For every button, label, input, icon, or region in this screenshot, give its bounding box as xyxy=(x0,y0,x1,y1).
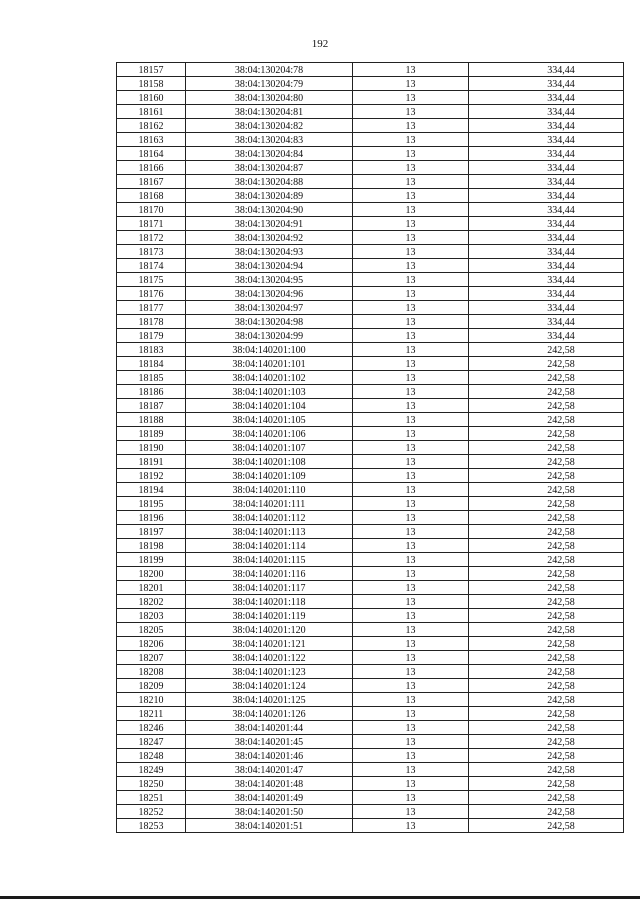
cadastral-number-cell: 38:04:130204:89 xyxy=(186,189,353,203)
table-row xyxy=(117,273,624,287)
table-row xyxy=(117,595,624,609)
value-cell: 242,58 xyxy=(469,385,624,399)
cadastral-number-cell: 38:04:130204:91 xyxy=(186,217,353,231)
row-number-cell: 18177 xyxy=(117,301,186,315)
table-row xyxy=(117,329,624,343)
value-cell: 334,44 xyxy=(469,329,624,343)
row-number-cell: 18200 xyxy=(117,567,186,581)
cadastral-number-cell: 38:04:140201:48 xyxy=(186,777,353,791)
row-number-cell: 18252 xyxy=(117,805,186,819)
cadastral-number-cell: 38:04:140201:121 xyxy=(186,637,353,651)
cadastral-number-cell: 38:04:140201:122 xyxy=(186,651,353,665)
value-cell: 334,44 xyxy=(469,175,624,189)
zone-cell: 13 xyxy=(353,469,469,483)
value-cell: 242,58 xyxy=(469,749,624,763)
row-number-cell: 18184 xyxy=(117,357,186,371)
row-number-cell: 18172 xyxy=(117,231,186,245)
zone-cell: 13 xyxy=(353,133,469,147)
row-number-cell: 18246 xyxy=(117,721,186,735)
table-row xyxy=(117,777,624,791)
table-row xyxy=(117,819,624,833)
cadastral-number-cell: 38:04:140201:118 xyxy=(186,595,353,609)
table-row xyxy=(117,623,624,637)
zone-cell: 13 xyxy=(353,343,469,357)
row-number-cell: 18157 xyxy=(117,63,186,77)
table-row xyxy=(117,735,624,749)
value-cell: 242,58 xyxy=(469,637,624,651)
zone-cell: 13 xyxy=(353,119,469,133)
value-cell: 334,44 xyxy=(469,245,624,259)
zone-cell: 13 xyxy=(353,217,469,231)
zone-cell: 13 xyxy=(353,609,469,623)
value-cell: 334,44 xyxy=(469,77,624,91)
zone-cell: 13 xyxy=(353,413,469,427)
table-row xyxy=(117,175,624,189)
table-body xyxy=(117,63,624,833)
value-cell: 334,44 xyxy=(469,217,624,231)
zone-cell: 13 xyxy=(353,189,469,203)
cadastral-number-cell: 38:04:130204:92 xyxy=(186,231,353,245)
value-cell: 242,58 xyxy=(469,679,624,693)
value-cell: 242,58 xyxy=(469,441,624,455)
row-number-cell: 18168 xyxy=(117,189,186,203)
table-row xyxy=(117,511,624,525)
zone-cell: 13 xyxy=(353,63,469,77)
row-number-cell: 18209 xyxy=(117,679,186,693)
cadastral-number-cell: 38:04:140201:117 xyxy=(186,581,353,595)
row-number-cell: 18162 xyxy=(117,119,186,133)
zone-cell: 13 xyxy=(353,231,469,245)
table-row xyxy=(117,497,624,511)
table-row xyxy=(117,259,624,273)
value-cell: 242,58 xyxy=(469,343,624,357)
row-number-cell: 18206 xyxy=(117,637,186,651)
zone-cell: 13 xyxy=(353,553,469,567)
zone-cell: 13 xyxy=(353,77,469,91)
row-number-cell: 18196 xyxy=(117,511,186,525)
table-row xyxy=(117,763,624,777)
zone-cell: 13 xyxy=(353,371,469,385)
value-cell: 334,44 xyxy=(469,63,624,77)
table-row xyxy=(117,413,624,427)
row-number-cell: 18161 xyxy=(117,105,186,119)
zone-cell: 13 xyxy=(353,763,469,777)
cadastral-number-cell: 38:04:130204:78 xyxy=(186,63,353,77)
table-row xyxy=(117,637,624,651)
table-row xyxy=(117,217,624,231)
row-number-cell: 18194 xyxy=(117,483,186,497)
zone-cell: 13 xyxy=(353,329,469,343)
zone-cell: 13 xyxy=(353,665,469,679)
row-number-cell: 18158 xyxy=(117,77,186,91)
zone-cell: 13 xyxy=(353,595,469,609)
table-row xyxy=(117,609,624,623)
cadastral-number-cell: 38:04:140201:119 xyxy=(186,609,353,623)
cadastral-number-cell: 38:04:140201:107 xyxy=(186,441,353,455)
value-cell: 242,58 xyxy=(469,609,624,623)
table-row xyxy=(117,693,624,707)
cadastral-number-cell: 38:04:130204:88 xyxy=(186,175,353,189)
registry-table xyxy=(116,62,624,833)
zone-cell: 13 xyxy=(353,791,469,805)
row-number-cell: 18183 xyxy=(117,343,186,357)
zone-cell: 13 xyxy=(353,245,469,259)
cadastral-number-cell: 38:04:130204:93 xyxy=(186,245,353,259)
value-cell: 334,44 xyxy=(469,315,624,329)
table-row xyxy=(117,245,624,259)
value-cell: 334,44 xyxy=(469,287,624,301)
table-row xyxy=(117,91,624,105)
row-number-cell: 18210 xyxy=(117,693,186,707)
row-number-cell: 18185 xyxy=(117,371,186,385)
row-number-cell: 18201 xyxy=(117,581,186,595)
table-row xyxy=(117,483,624,497)
table-row xyxy=(117,301,624,315)
row-number-cell: 18197 xyxy=(117,525,186,539)
zone-cell: 13 xyxy=(353,721,469,735)
cadastral-number-cell: 38:04:140201:126 xyxy=(186,707,353,721)
cadastral-number-cell: 38:04:140201:45 xyxy=(186,735,353,749)
value-cell: 242,58 xyxy=(469,665,624,679)
row-number-cell: 18207 xyxy=(117,651,186,665)
value-cell: 242,58 xyxy=(469,413,624,427)
value-cell: 334,44 xyxy=(469,161,624,175)
table-row xyxy=(117,77,624,91)
cadastral-number-cell: 38:04:140201:123 xyxy=(186,665,353,679)
row-number-cell: 18192 xyxy=(117,469,186,483)
cadastral-number-cell: 38:04:140201:116 xyxy=(186,567,353,581)
zone-cell: 13 xyxy=(353,777,469,791)
row-number-cell: 18187 xyxy=(117,399,186,413)
cadastral-number-cell: 38:04:140201:49 xyxy=(186,791,353,805)
row-number-cell: 18199 xyxy=(117,553,186,567)
zone-cell: 13 xyxy=(353,581,469,595)
value-cell: 242,58 xyxy=(469,371,624,385)
table-row xyxy=(117,147,624,161)
table-row xyxy=(117,231,624,245)
row-number-cell: 18190 xyxy=(117,441,186,455)
row-number-cell: 18248 xyxy=(117,749,186,763)
value-cell: 334,44 xyxy=(469,147,624,161)
value-cell: 242,58 xyxy=(469,735,624,749)
zone-cell: 13 xyxy=(353,651,469,665)
table-row xyxy=(117,287,624,301)
cadastral-number-cell: 38:04:140201:110 xyxy=(186,483,353,497)
cadastral-number-cell: 38:04:140201:51 xyxy=(186,819,353,833)
value-cell: 334,44 xyxy=(469,133,624,147)
zone-cell: 13 xyxy=(353,287,469,301)
value-cell: 242,58 xyxy=(469,623,624,637)
zone-cell: 13 xyxy=(353,539,469,553)
cadastral-number-cell: 38:04:140201:112 xyxy=(186,511,353,525)
cadastral-number-cell: 38:04:130204:80 xyxy=(186,91,353,105)
cadastral-number-cell: 38:04:130204:97 xyxy=(186,301,353,315)
cadastral-number-cell: 38:04:130204:94 xyxy=(186,259,353,273)
table-row xyxy=(117,651,624,665)
row-number-cell: 18249 xyxy=(117,763,186,777)
zone-cell: 13 xyxy=(353,427,469,441)
table-row xyxy=(117,119,624,133)
row-number-cell: 18167 xyxy=(117,175,186,189)
cadastral-number-cell: 38:04:140201:111 xyxy=(186,497,353,511)
table-row xyxy=(117,315,624,329)
zone-cell: 13 xyxy=(353,567,469,581)
cadastral-number-cell: 38:04:140201:47 xyxy=(186,763,353,777)
cadastral-number-cell: 38:04:140201:104 xyxy=(186,399,353,413)
value-cell: 334,44 xyxy=(469,203,624,217)
row-number-cell: 18175 xyxy=(117,273,186,287)
zone-cell: 13 xyxy=(353,735,469,749)
row-number-cell: 18170 xyxy=(117,203,186,217)
cadastral-number-cell: 38:04:140201:50 xyxy=(186,805,353,819)
cadastral-number-cell: 38:04:140201:115 xyxy=(186,553,353,567)
row-number-cell: 18186 xyxy=(117,385,186,399)
table-row xyxy=(117,189,624,203)
value-cell: 334,44 xyxy=(469,105,624,119)
value-cell: 334,44 xyxy=(469,259,624,273)
table-row xyxy=(117,665,624,679)
table-row xyxy=(117,133,624,147)
zone-cell: 13 xyxy=(353,301,469,315)
row-number-cell: 18173 xyxy=(117,245,186,259)
zone-cell: 13 xyxy=(353,623,469,637)
row-number-cell: 18253 xyxy=(117,819,186,833)
table-row xyxy=(117,469,624,483)
value-cell: 334,44 xyxy=(469,273,624,287)
table-row xyxy=(117,539,624,553)
value-cell: 242,58 xyxy=(469,357,624,371)
value-cell: 242,58 xyxy=(469,553,624,567)
zone-cell: 13 xyxy=(353,819,469,833)
table-row xyxy=(117,427,624,441)
cadastral-number-cell: 38:04:130204:96 xyxy=(186,287,353,301)
value-cell: 242,58 xyxy=(469,819,624,833)
table-row xyxy=(117,581,624,595)
zone-cell: 13 xyxy=(353,693,469,707)
cadastral-number-cell: 38:04:130204:81 xyxy=(186,105,353,119)
page-number: 192 xyxy=(311,38,329,50)
cadastral-number-cell: 38:04:140201:44 xyxy=(186,721,353,735)
cadastral-number-cell: 38:04:130204:82 xyxy=(186,119,353,133)
value-cell: 334,44 xyxy=(469,231,624,245)
value-cell: 242,58 xyxy=(469,539,624,553)
row-number-cell: 18179 xyxy=(117,329,186,343)
zone-cell: 13 xyxy=(353,455,469,469)
table-row xyxy=(117,385,624,399)
value-cell: 242,58 xyxy=(469,525,624,539)
value-cell: 242,58 xyxy=(469,721,624,735)
value-cell: 242,58 xyxy=(469,581,624,595)
value-cell: 242,58 xyxy=(469,497,624,511)
zone-cell: 13 xyxy=(353,385,469,399)
cadastral-number-cell: 38:04:130204:99 xyxy=(186,329,353,343)
cadastral-number-cell: 38:04:130204:90 xyxy=(186,203,353,217)
row-number-cell: 18171 xyxy=(117,217,186,231)
value-cell: 242,58 xyxy=(469,455,624,469)
cadastral-number-cell: 38:04:140201:101 xyxy=(186,357,353,371)
cadastral-number-cell: 38:04:130204:87 xyxy=(186,161,353,175)
value-cell: 242,58 xyxy=(469,707,624,721)
zone-cell: 13 xyxy=(353,161,469,175)
zone-cell: 13 xyxy=(353,637,469,651)
value-cell: 242,58 xyxy=(469,511,624,525)
row-number-cell: 18163 xyxy=(117,133,186,147)
cadastral-number-cell: 38:04:130204:84 xyxy=(186,147,353,161)
table-row xyxy=(117,525,624,539)
row-number-cell: 18188 xyxy=(117,413,186,427)
row-number-cell: 18160 xyxy=(117,91,186,105)
table-row xyxy=(117,203,624,217)
row-number-cell: 18195 xyxy=(117,497,186,511)
table-row xyxy=(117,357,624,371)
zone-cell: 13 xyxy=(353,147,469,161)
zone-cell: 13 xyxy=(353,483,469,497)
value-cell: 242,58 xyxy=(469,483,624,497)
cadastral-number-cell: 38:04:140201:105 xyxy=(186,413,353,427)
zone-cell: 13 xyxy=(353,679,469,693)
row-number-cell: 18202 xyxy=(117,595,186,609)
table-row xyxy=(117,749,624,763)
table-row xyxy=(117,371,624,385)
zone-cell: 13 xyxy=(353,259,469,273)
table-row xyxy=(117,679,624,693)
row-number-cell: 18251 xyxy=(117,791,186,805)
zone-cell: 13 xyxy=(353,273,469,287)
value-cell: 242,58 xyxy=(469,427,624,441)
value-cell: 334,44 xyxy=(469,119,624,133)
row-number-cell: 18203 xyxy=(117,609,186,623)
zone-cell: 13 xyxy=(353,805,469,819)
table-row xyxy=(117,721,624,735)
cadastral-number-cell: 38:04:140201:120 xyxy=(186,623,353,637)
zone-cell: 13 xyxy=(353,441,469,455)
value-cell: 242,58 xyxy=(469,791,624,805)
value-cell: 242,58 xyxy=(469,763,624,777)
value-cell: 242,58 xyxy=(469,777,624,791)
value-cell: 242,58 xyxy=(469,469,624,483)
value-cell: 334,44 xyxy=(469,301,624,315)
cadastral-number-cell: 38:04:130204:98 xyxy=(186,315,353,329)
row-number-cell: 18247 xyxy=(117,735,186,749)
zone-cell: 13 xyxy=(353,203,469,217)
value-cell: 242,58 xyxy=(469,399,624,413)
scan-bottom-edge xyxy=(0,896,640,899)
zone-cell: 13 xyxy=(353,707,469,721)
table-row xyxy=(117,791,624,805)
value-cell: 334,44 xyxy=(469,91,624,105)
value-cell: 242,58 xyxy=(469,805,624,819)
cadastral-number-cell: 38:04:130204:95 xyxy=(186,273,353,287)
value-cell: 242,58 xyxy=(469,693,624,707)
cadastral-number-cell: 38:04:140201:109 xyxy=(186,469,353,483)
table-row xyxy=(117,553,624,567)
cadastral-number-cell: 38:04:130204:79 xyxy=(186,77,353,91)
row-number-cell: 18189 xyxy=(117,427,186,441)
cadastral-number-cell: 38:04:140201:100 xyxy=(186,343,353,357)
cadastral-number-cell: 38:04:140201:113 xyxy=(186,525,353,539)
row-number-cell: 18164 xyxy=(117,147,186,161)
cadastral-number-cell: 38:04:140201:114 xyxy=(186,539,353,553)
value-cell: 242,58 xyxy=(469,567,624,581)
value-cell: 242,58 xyxy=(469,651,624,665)
table-row xyxy=(117,105,624,119)
table-row xyxy=(117,161,624,175)
row-number-cell: 18174 xyxy=(117,259,186,273)
value-cell: 334,44 xyxy=(469,189,624,203)
cadastral-number-cell: 38:04:140201:103 xyxy=(186,385,353,399)
value-cell: 242,58 xyxy=(469,595,624,609)
row-number-cell: 18166 xyxy=(117,161,186,175)
cadastral-number-cell: 38:04:130204:83 xyxy=(186,133,353,147)
cadastral-number-cell: 38:04:140201:106 xyxy=(186,427,353,441)
cadastral-number-cell: 38:04:140201:46 xyxy=(186,749,353,763)
cadastral-number-cell: 38:04:140201:124 xyxy=(186,679,353,693)
zone-cell: 13 xyxy=(353,91,469,105)
table-row xyxy=(117,399,624,413)
table-row xyxy=(117,567,624,581)
table-row xyxy=(117,455,624,469)
zone-cell: 13 xyxy=(353,497,469,511)
zone-cell: 13 xyxy=(353,105,469,119)
row-number-cell: 18205 xyxy=(117,623,186,637)
row-number-cell: 18191 xyxy=(117,455,186,469)
table-row xyxy=(117,707,624,721)
table-row xyxy=(117,441,624,455)
table-row xyxy=(117,805,624,819)
zone-cell: 13 xyxy=(353,525,469,539)
table-row xyxy=(117,63,624,77)
row-number-cell: 18250 xyxy=(117,777,186,791)
cadastral-number-cell: 38:04:140201:108 xyxy=(186,455,353,469)
table-row xyxy=(117,343,624,357)
zone-cell: 13 xyxy=(353,749,469,763)
cadastral-number-cell: 38:04:140201:125 xyxy=(186,693,353,707)
zone-cell: 13 xyxy=(353,357,469,371)
zone-cell: 13 xyxy=(353,399,469,413)
zone-cell: 13 xyxy=(353,315,469,329)
zone-cell: 13 xyxy=(353,511,469,525)
row-number-cell: 18198 xyxy=(117,539,186,553)
row-number-cell: 18211 xyxy=(117,707,186,721)
zone-cell: 13 xyxy=(353,175,469,189)
cadastral-number-cell: 38:04:140201:102 xyxy=(186,371,353,385)
row-number-cell: 18176 xyxy=(117,287,186,301)
row-number-cell: 18208 xyxy=(117,665,186,679)
row-number-cell: 18178 xyxy=(117,315,186,329)
